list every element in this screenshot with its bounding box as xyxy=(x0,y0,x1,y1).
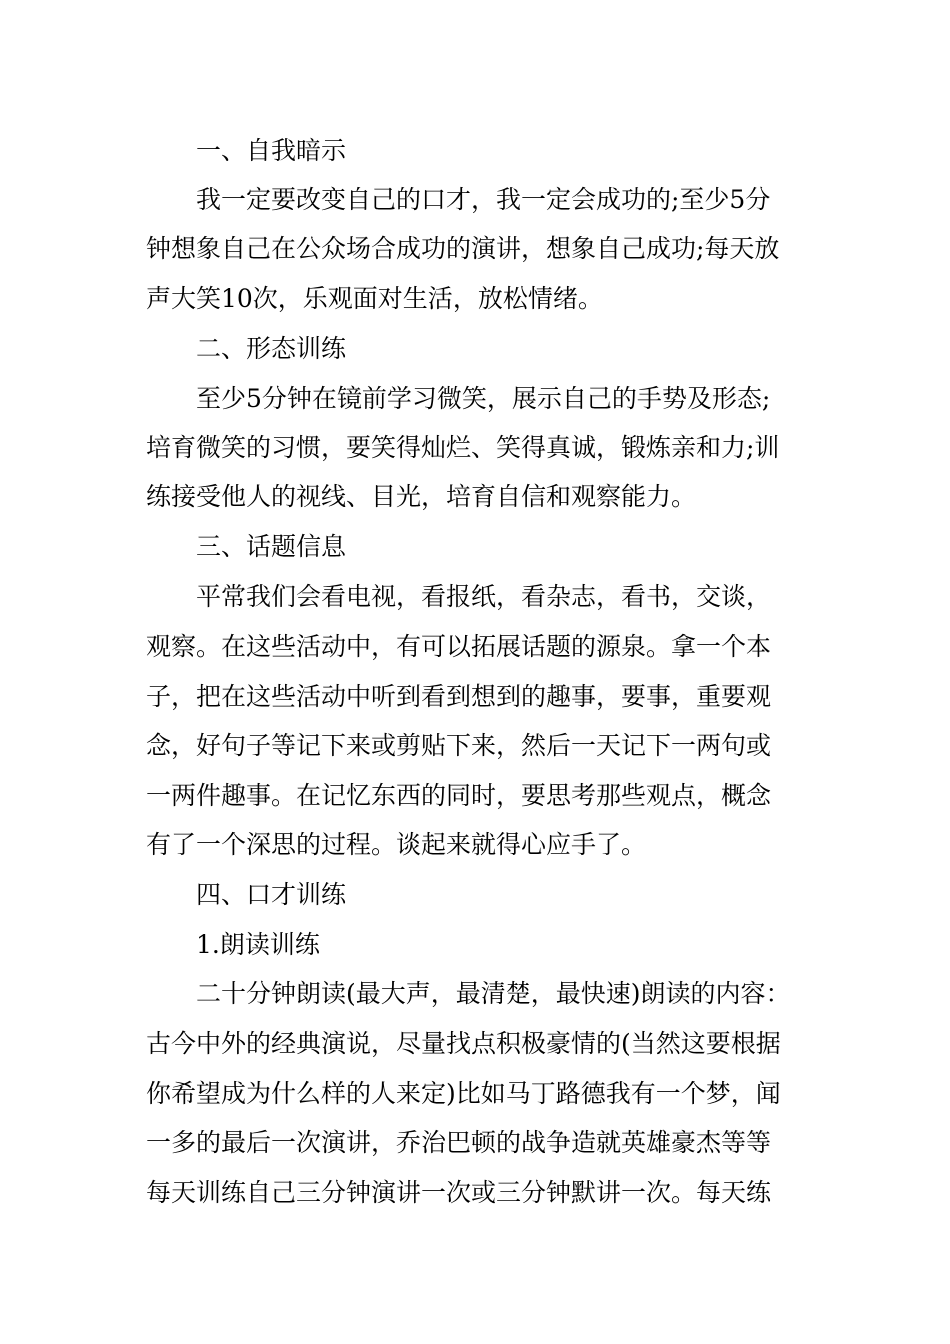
paragraph-line: 一两件趣事。在记忆东西的同时，要思考那些观点，概念 xyxy=(146,781,772,810)
heading-posture-training: 二、形态训练 xyxy=(196,334,347,363)
paragraph-line: 练接受他人的视线、目光，培育自信和观察能力。 xyxy=(146,482,697,511)
paragraph-line: 你希望成为什么样的人来定)比如马丁路德我有一个梦，闻 xyxy=(146,1079,781,1108)
paragraph-line: 钟想象自己在公众场合成功的演讲，想象自己成功;每天放 xyxy=(146,234,780,263)
paragraph-line: 我一定要改变自己的口才，我一定会成功的;至少5分 xyxy=(196,185,771,214)
paragraph-line: 念，好句子等记下来或剪贴下来，然后一天记下一两句或 xyxy=(146,731,772,760)
paragraph-line: 培育微笑的习惯，要笑得灿烂、笑得真诚，锻炼亲和力;训 xyxy=(146,433,780,462)
paragraph-line: 子，把在这些活动中听到看到想到的趣事，要事，重要观 xyxy=(146,682,772,711)
paragraph-line: 古今中外的经典演说，尽量找点积极豪情的(当然这要根据 xyxy=(146,1029,781,1058)
heading-eloquence-training: 四、口才训练 xyxy=(196,880,347,909)
heading-self-suggestion: 一、自我暗示 xyxy=(196,136,347,165)
paragraph-line: 观察。在这些活动中，有可以拓展话题的源泉。拿一个本 xyxy=(146,632,772,661)
paragraph-line: 一多的最后一次演讲，乔治巴顿的战争造就英雄豪杰等等 xyxy=(146,1128,772,1157)
paragraph-line: 声大笑10次，乐观面对生活，放松情绪。 xyxy=(146,284,603,313)
paragraph-line: 至少5分钟在镜前学习微笑，展示自己的手势及形态; xyxy=(196,384,771,413)
paragraph-line: 有了一个深思的过程。谈起来就得心应手了。 xyxy=(146,830,647,859)
paragraph-line: 平常我们会看电视，看报纸，看杂志，看书，交谈， xyxy=(196,582,772,611)
subheading-reading-training: 1.朗读训练 xyxy=(196,930,320,959)
heading-topic-information: 三、话题信息 xyxy=(196,532,347,561)
paragraph-line: 二十分钟朗读(最大声，最清楚，最快速)朗读的内容： xyxy=(196,979,791,1008)
paragraph-line: 每天训练自己三分钟演讲一次或三分钟默讲一次。每天练 xyxy=(146,1178,772,1207)
